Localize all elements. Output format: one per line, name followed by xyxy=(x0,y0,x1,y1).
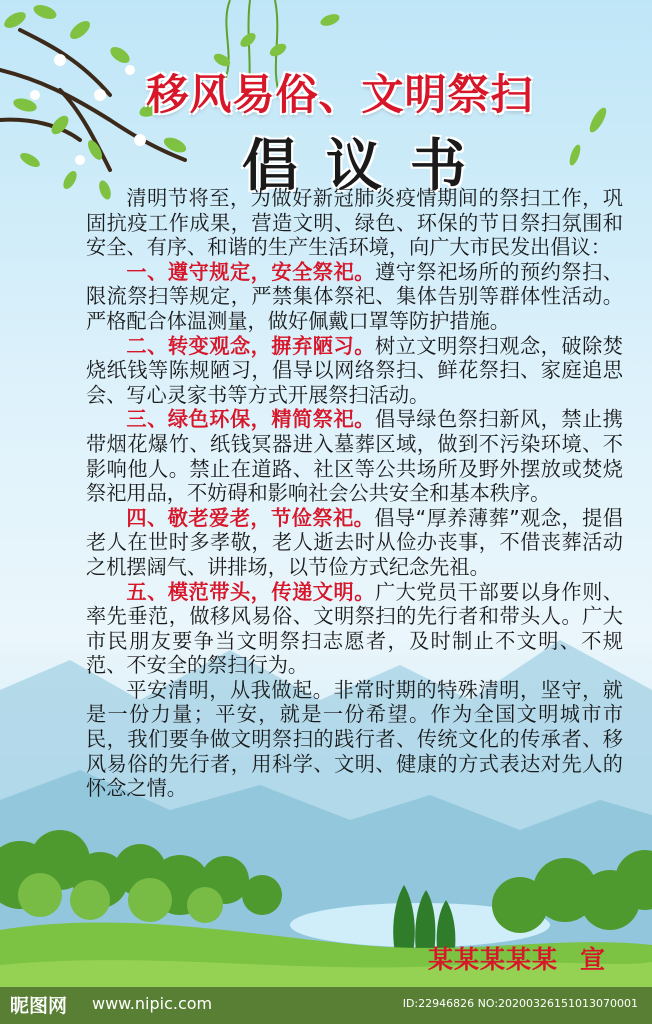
watermark-logo: 昵图网 xyxy=(10,995,68,1017)
section-heading: 二、转变观念，摒弃陋习。 xyxy=(126,333,375,358)
section-heading: 一、遵守规定，安全祭祀。 xyxy=(126,259,375,284)
section-paragraph xyxy=(86,580,623,678)
section-text: 遵守祭祀场所的预约祭扫、限流祭扫等规定，严禁集体祭祀、集体告别等群体性活动。严格配合体温测量，做好佩戴口罩等防护措施。 xyxy=(86,259,623,333)
section-heading: 四、敬老爱老，节俭祭祀。 xyxy=(126,505,375,530)
intro-paragraph: 清明节将至，为做好新冠肺炎疫情期间的祭扫工作，巩固抗疫工作成果，营造文明、绿色、环保的节日祭扫氛围和安全、有序、和谐的生产生活环境，向广大市民发出倡议： xyxy=(86,186,623,260)
signature-name: 某某某某某 xyxy=(427,945,558,974)
section-heading: 三、绿色环保，精简祭祀。 xyxy=(126,407,375,432)
poster-subtitle: 倡议书 xyxy=(242,134,494,199)
section-text: 树立文明祭扫观念，破除焚烧纸钱等陈规陋习，倡导以网络祭扫、鲜花祭扫、家庭追思会、写心灵家书等方式开展祭扫活动。 xyxy=(86,333,623,407)
poster-title: 移风易俗、文明祭扫 xyxy=(146,70,534,119)
section-heading: 五、模范带头，传递文明。 xyxy=(126,579,375,604)
watermark-url: www.nipic.com xyxy=(92,994,213,1013)
watermark-id: ID:22946826 NO:20200326151013070001 xyxy=(402,997,638,1010)
proposal-body xyxy=(86,186,623,801)
section-text: 倡导绿色祭扫新风，禁止携带烟花爆竹、纸钱冥器进入墓葬区域，做到不污染环境、不影响他人。禁止在道路、社区等公共场所及野外摆放或焚烧祭祀用品，不妨碍和影响社会公共安全和基本秩序。 xyxy=(86,407,623,506)
section-paragraph xyxy=(86,407,623,505)
section-text: 倡导“厚养薄葬”观念，提倡老人在世时多孝敬，老人逝去时从俭办丧事，不借丧葬活动之机摆阔气、讲排场，以节俭方式纪念先祖。 xyxy=(86,505,623,579)
signature-suffix: 宣 xyxy=(579,945,606,974)
closing-paragraph: 平安清明，从我做起。非常时期的特殊清明，坚守，就是一份力量；平安，就是一份希望。作为全国文明城市市民，我们要争做文明祭扫的践行者、传统文化的传承者、移风易俗的先行者，用科学、文明、健康的方式表达对先人的怀念之情。 xyxy=(86,677,623,801)
section-paragraph xyxy=(86,506,623,580)
section-paragraph xyxy=(86,334,623,408)
section-text: 广大党员干部要以身作则、率先垂范，做移风易俗、文明祭扫的先行者和带头人。广大市民朋友要争当文明祭扫志愿者，及时制止不文明、不规范、不安全的祭扫行为。 xyxy=(86,579,623,678)
signature xyxy=(428,940,606,976)
section-paragraph xyxy=(86,260,623,334)
